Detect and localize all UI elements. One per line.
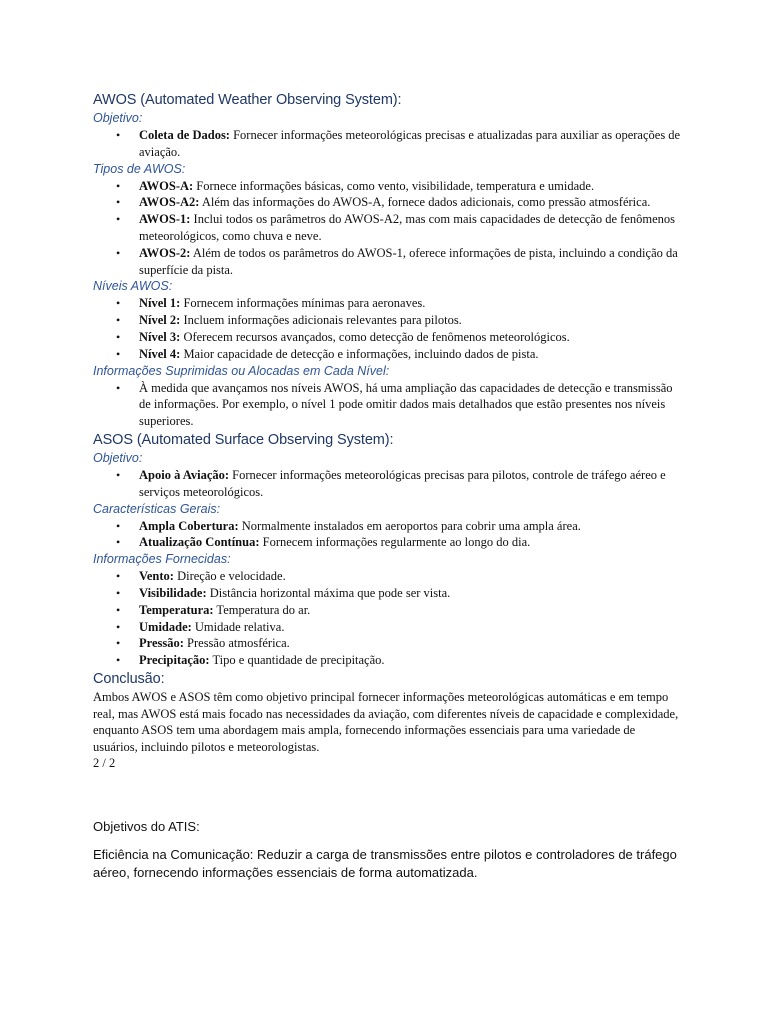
list-item [116, 211, 683, 245]
bullet-icon: • [116, 178, 121, 193]
list-item-text: Além de todos os parâmetros do AWOS-1, oferece informações de pista, incluindo a condição da superfície da pista. [139, 245, 678, 277]
conclusao-text: Ambos AWOS e ASOS têm como objetivo principal fornecer informações meteorológicas automáticas e em tempo real, mas AWOS está mais focado nas necessidades da aviação, com diferentes níveis de capacidade e complexidade, enquanto ASOS tem uma abordagem mais ampla, fornecendo informações essenciais para uma variedade de usuários, incluindo pilotos e meteorologistas. [93, 689, 679, 754]
list-item [116, 467, 683, 501]
bullet-icon: • [116, 518, 121, 533]
list-item-term: AWOS-2: [139, 245, 191, 260]
bullet-icon: • [116, 245, 121, 260]
list-item-term: AWOS-A2: [139, 195, 200, 210]
asos-heading: ASOS (Automated Surface Observing System): [93, 431, 394, 448]
list-item-text: Fornecer informações meteorológicas precisas para pilotos, controle de tráfego aéreo e serviços meteorológicos. [139, 467, 666, 499]
list-item [116, 568, 683, 585]
bullet-icon: • [116, 380, 121, 395]
atis-heading: Objetivos do ATIS: [93, 818, 200, 834]
bullet-icon: • [116, 619, 121, 634]
list-item-term: Nível 1: [139, 296, 181, 311]
list-item [116, 312, 683, 329]
conclusao-heading: Conclusão: [93, 670, 165, 687]
awos-tipos-list [93, 178, 683, 279]
list-item-text: Normalmente instalados em aeroportos para cobrir uma ampla área. [238, 518, 581, 533]
awos-suprimidas-list [93, 380, 683, 430]
asos-caracteristicas-label: Características Gerais: [93, 501, 221, 516]
asos-objetivo-label: Objetivo: [93, 450, 143, 465]
list-item [116, 518, 683, 535]
bullet-icon: • [116, 346, 121, 361]
list-item [116, 127, 683, 161]
list-item-text: Fornecem informações regularmente ao longo do dia. [259, 535, 531, 550]
list-item-text: Fornece informações básicas, como vento, visibilidade, temperatura e umidade. [193, 178, 595, 193]
list-item-term: AWOS-A: [139, 178, 194, 193]
atis-text: Eficiência na Comunicação: Reduzir a carga de transmissões entre pilotos e controladores de tráfego aéreo, fornecendo informações essenciais de forma automatizada. [93, 846, 677, 880]
list-item-text: Além das informações do AWOS-A, fornece dados adicionais, como pressão atmosférica. [199, 195, 651, 210]
list-item-term: Visibilidade: [139, 585, 207, 600]
list-item-term: Nível 4: [139, 346, 181, 361]
list-item-text: Tipo e quantidade de precipitação. [209, 653, 385, 668]
list-item-term: Apoio à Aviação: [139, 467, 230, 482]
awos-heading: AWOS (Automated Weather Observing System): [93, 92, 402, 108]
list-item-text: Direção e velocidade. [173, 569, 286, 584]
list-item-term: Precipitação: [139, 653, 210, 668]
list-item [116, 619, 683, 636]
list-item-text: Oferecem recursos avançados, como detecção de fenômenos meteorológicos. [180, 329, 570, 344]
list-item-term: AWOS-1: [139, 212, 191, 227]
list-item [116, 346, 683, 363]
bullet-icon: • [116, 467, 121, 482]
list-item-text: Maior capacidade de detecção e informações, incluindo dados de pista. [180, 346, 539, 361]
bullet-icon: • [116, 313, 121, 328]
bullet-icon: • [116, 585, 121, 600]
list-item-text: Umidade relativa. [191, 619, 285, 634]
list-item-term: Temperatura: [139, 602, 214, 617]
bullet-icon: • [116, 636, 121, 651]
list-item-term: Vento: [139, 569, 174, 584]
list-item-text: Incluem informações adicionais relevantes para pilotos. [180, 313, 462, 328]
list-item [116, 652, 683, 669]
awos-suprimidas-label: Informações Suprimidas ou Alocadas em Cada Nível: [93, 363, 390, 378]
list-item [116, 635, 683, 652]
list-item [116, 380, 683, 430]
asos-caracteristicas-list [93, 518, 683, 552]
bullet-icon: • [116, 569, 121, 584]
bullet-icon: • [116, 195, 121, 210]
list-item-text: Temperatura do ar. [213, 602, 311, 617]
bullet-icon: • [116, 602, 121, 617]
list-item-term: Atualização Contínua: [139, 535, 260, 550]
page-counter: 2 / 2 [93, 756, 116, 771]
list-item-text: Fornecem informações mínimas para aeronaves. [180, 296, 426, 311]
list-item [116, 245, 683, 279]
awos-niveis-label: Níveis AWOS: [93, 279, 173, 294]
list-item-text: Inclui todos os parâmetros do AWOS-A2, mas com mais capacidades de detecção de fenômenos meteorológicos, como chuva e neve. [139, 212, 676, 243]
asos-fornecidas-list [93, 568, 683, 669]
list-item [116, 295, 683, 312]
list-item-text: Fornecer informações meteorológicas precisas e atualizadas para auxiliar as operações de aviação. [139, 128, 681, 159]
list-item [116, 534, 683, 551]
list-item-term: Nível 2: [139, 313, 181, 328]
list-item-term: Pressão: [139, 636, 184, 651]
list-item [116, 329, 683, 346]
bullet-icon: • [116, 128, 121, 142]
list-item-text: À medida que avançamos nos níveis AWOS, há uma ampliação das capacidades de detecção e transmissão de informações. Por exemplo, o nível 1 pode omitir dados mais detalhados que estão presentes nos níveis superiores. [139, 380, 673, 429]
list-item-text: Distância horizontal máxima que pode ser vista. [206, 585, 451, 600]
asos-fornecidas-label: Informações Fornecidas: [93, 552, 231, 567]
list-item-term: Nível 3: [139, 329, 181, 344]
list-item [116, 194, 683, 211]
bullet-icon: • [116, 296, 121, 311]
asos-objetivo-list [93, 467, 683, 501]
list-item [116, 178, 683, 195]
document-page [93, 90, 683, 882]
list-item-term: Ampla Cobertura: [139, 518, 239, 533]
awos-objetivo-list [93, 127, 683, 161]
awos-objetivo-label: Objetivo: [93, 111, 143, 125]
awos-niveis-list [93, 295, 683, 362]
list-item [116, 602, 683, 619]
bullet-icon: • [116, 653, 121, 668]
bullet-icon: • [116, 329, 121, 344]
awos-tipos-label: Tipos de AWOS: [93, 161, 186, 176]
list-item [116, 585, 683, 602]
list-item-term: Coleta de Dados: [139, 128, 230, 142]
bullet-icon: • [116, 212, 121, 227]
bullet-icon: • [116, 535, 121, 550]
list-item-text: Pressão atmosférica. [183, 636, 290, 651]
list-item-term: Umidade: [139, 619, 192, 634]
